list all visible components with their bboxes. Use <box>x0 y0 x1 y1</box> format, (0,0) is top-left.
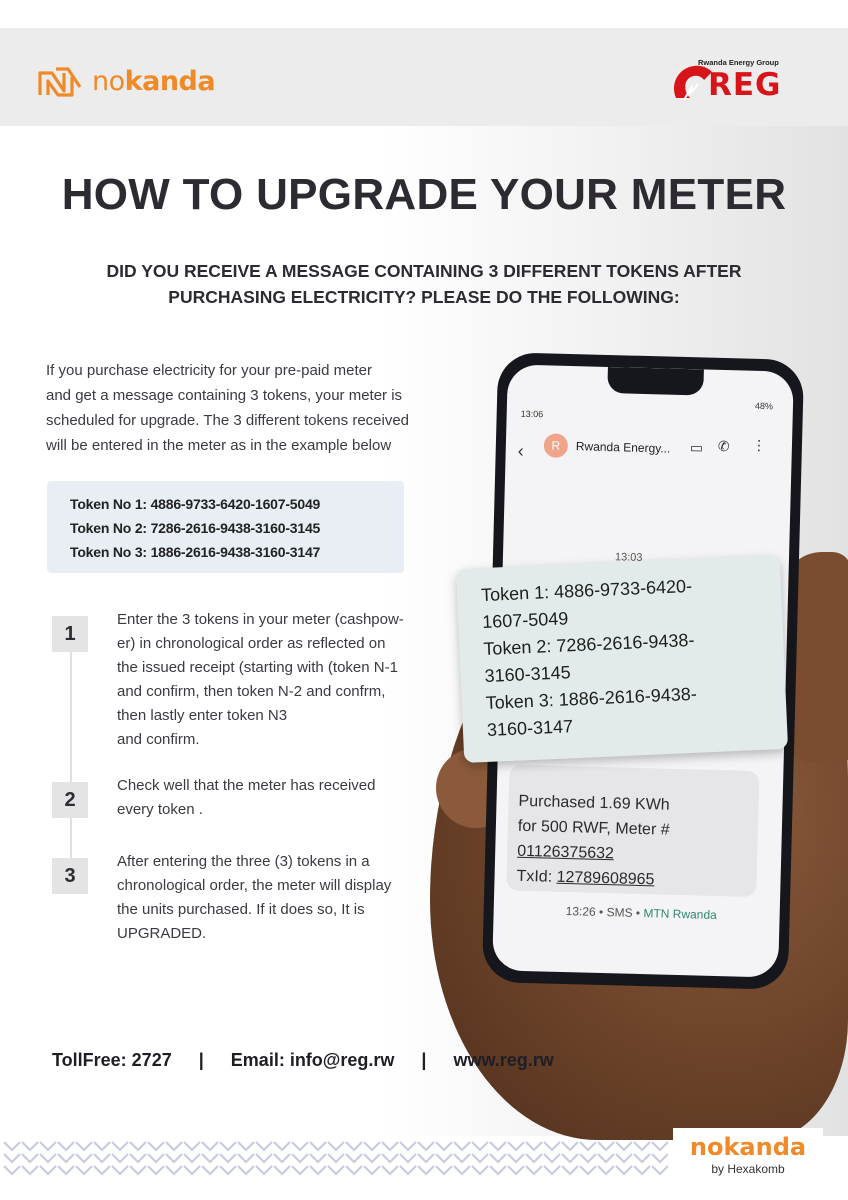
chevron-stroke <box>76 1154 92 1162</box>
chevron-stroke <box>256 1154 272 1162</box>
chevron-stroke <box>112 1166 128 1174</box>
chevron-stroke <box>382 1154 398 1162</box>
chevron-stroke <box>220 1166 236 1174</box>
chevron-stroke <box>562 1166 578 1174</box>
chevron-stroke <box>310 1154 326 1162</box>
footer-separator: | <box>421 1050 427 1070</box>
chevron-stroke <box>400 1166 416 1174</box>
chevron-stroke <box>94 1142 110 1150</box>
message-date-time: 13:03 <box>614 551 643 564</box>
step-text-2: Check well that the meter has received every token . <box>117 777 376 818</box>
chevron-stroke <box>562 1154 578 1162</box>
step-number-3: 3 <box>52 858 88 894</box>
chevron-stroke <box>616 1142 632 1150</box>
chevron-stroke <box>526 1142 542 1150</box>
chevron-stroke <box>202 1154 218 1162</box>
chevron-stroke <box>580 1154 596 1162</box>
chevron-stroke <box>328 1142 344 1150</box>
chevron-stroke <box>4 1166 20 1174</box>
chevron-stroke <box>598 1142 614 1150</box>
step-connector-line <box>70 640 72 870</box>
step-number-1: 1 <box>52 616 88 652</box>
chevron-stroke <box>184 1142 200 1150</box>
battery-status: 48% <box>754 400 774 412</box>
status-time: 13:06 <box>520 408 544 420</box>
chevron-stroke <box>112 1154 128 1162</box>
token-example-box <box>47 481 404 573</box>
chevron-stroke <box>472 1154 488 1162</box>
token-line-2: Token No 2: 7286-2616-9438-3160-3145 <box>70 520 321 536</box>
chevron-stroke <box>544 1142 560 1150</box>
chevron-stroke <box>616 1166 632 1174</box>
chevron-stroke <box>256 1166 272 1174</box>
chevron-stroke <box>652 1142 668 1150</box>
chevron-stroke <box>22 1154 38 1162</box>
chevron-stroke <box>238 1154 254 1162</box>
meter-number-link[interactable]: 01126375632 <box>517 842 615 863</box>
chevron-stroke <box>400 1142 416 1150</box>
sms-purchase-text: Purchased 1.69 KWh for 500 RWF, Meter # 01126375632 TxId: 12789608965 <box>516 792 670 889</box>
footer-logo-byline: by Hexakomb <box>711 1162 785 1176</box>
reg-logo-text: REG <box>708 67 782 103</box>
chevron-stroke <box>4 1142 20 1150</box>
chevron-stroke <box>598 1166 614 1174</box>
chevron-stroke <box>148 1166 164 1174</box>
chevron-stroke <box>346 1142 362 1150</box>
chevron-stroke <box>436 1166 452 1174</box>
chevron-stroke <box>490 1166 506 1174</box>
contact-avatar: R <box>544 433 569 458</box>
contact-name: Rwanda Energy... <box>575 439 671 456</box>
chevron-stroke <box>130 1142 146 1150</box>
token-line-1: Token No 1: 4886-9733-6420-1607-5049 <box>70 496 321 512</box>
highlighted-token-bubble: Token 1: 4886-9733-6420- 1607-5049 Token 2: 7286-2616-9438- 3160-3145 Token 3: 1886-2616-9438- 3160-3147 <box>456 555 788 763</box>
chevron-stroke <box>40 1166 56 1174</box>
chevron-stroke <box>112 1142 128 1150</box>
chevron-stroke <box>652 1154 668 1162</box>
chevron-stroke <box>454 1166 470 1174</box>
phone-notch <box>607 367 704 396</box>
chevron-stroke <box>94 1154 110 1162</box>
footer-contacts <box>52 1050 554 1071</box>
chevron-stroke <box>382 1166 398 1174</box>
reg-tagline: Rwanda Energy Group <box>698 58 779 67</box>
chevron-stroke <box>418 1154 434 1162</box>
chevron-stroke <box>436 1154 452 1162</box>
chevron-stroke <box>40 1142 56 1150</box>
chevron-stroke <box>220 1154 236 1162</box>
chevron-stroke <box>310 1166 326 1174</box>
chevron-stroke <box>616 1154 632 1162</box>
chevron-pattern-decoration <box>0 1136 668 1180</box>
footer-logo-text: nokanda <box>689 1133 807 1161</box>
chevron-stroke <box>418 1142 434 1150</box>
chevron-stroke <box>652 1166 668 1174</box>
chevron-stroke <box>166 1166 182 1174</box>
chevron-stroke <box>40 1154 56 1162</box>
more-options-icon[interactable]: ⋮ <box>751 436 767 454</box>
chevron-stroke <box>166 1154 182 1162</box>
chevron-stroke <box>508 1142 524 1150</box>
intro-paragraph: If you purchase electricity for your pre-paid meter and get a message containing 3 tokens, your meter is scheduled for upgrade. The 3 different tokens received will be entered in the meter as in the example below <box>46 362 410 454</box>
chevron-stroke <box>580 1166 596 1174</box>
chevron-stroke <box>76 1166 92 1174</box>
chevron-stroke <box>94 1166 110 1174</box>
chevron-stroke <box>346 1166 362 1174</box>
chevron-stroke <box>274 1154 290 1162</box>
chevron-stroke <box>310 1142 326 1150</box>
chevron-stroke <box>526 1166 542 1174</box>
chevron-stroke <box>238 1142 254 1150</box>
chevron-stroke <box>76 1142 92 1150</box>
back-arrow-icon[interactable]: ‹ <box>517 440 524 461</box>
chevron-stroke <box>130 1154 146 1162</box>
chevron-stroke <box>22 1142 38 1150</box>
txid-link[interactable]: 12789608965 <box>556 868 655 889</box>
chevron-stroke <box>328 1166 344 1174</box>
chevron-stroke <box>508 1166 524 1174</box>
step-number-2: 2 <box>52 782 88 818</box>
chevron-stroke <box>490 1154 506 1162</box>
chevron-stroke <box>544 1154 560 1162</box>
chevron-stroke <box>274 1166 290 1174</box>
chevron-stroke <box>256 1142 272 1150</box>
chevron-stroke <box>292 1166 308 1174</box>
chevron-stroke <box>58 1166 74 1174</box>
chevron-stroke <box>580 1142 596 1150</box>
chevron-stroke <box>544 1166 560 1174</box>
chevron-stroke <box>508 1154 524 1162</box>
chevron-stroke <box>202 1166 218 1174</box>
chevron-stroke <box>472 1166 488 1174</box>
tollfree-number[interactable]: TollFree: 2727 <box>52 1050 172 1070</box>
email-link[interactable]: Email: info@reg.rw <box>230 1050 395 1070</box>
chevron-stroke <box>346 1154 362 1162</box>
chevron-stroke <box>202 1142 218 1150</box>
chevron-stroke <box>166 1142 182 1150</box>
video-call-icon[interactable]: ▭ <box>689 439 704 456</box>
chevron-stroke <box>22 1166 38 1174</box>
chevron-stroke <box>148 1142 164 1150</box>
page-title: HOW TO UPGRADE YOUR METER <box>61 170 787 219</box>
website-link[interactable]: www.reg.rw <box>453 1050 554 1070</box>
chevron-stroke <box>562 1142 578 1150</box>
step-text-3: After entering the three (3) tokens in a chronological order, the meter will display the units purchased. If it does so, It is UPGRADED. <box>117 853 392 942</box>
chevron-stroke <box>472 1142 488 1150</box>
chevron-stroke <box>58 1154 74 1162</box>
token-line-3: Token No 3: 1886-2616-9438-3160-3147 <box>70 544 321 560</box>
nokanda-logo-text: nokanda <box>92 66 216 97</box>
chevron-stroke <box>436 1142 452 1150</box>
chevron-stroke <box>598 1154 614 1162</box>
chevron-stroke <box>364 1154 380 1162</box>
phone-call-icon[interactable]: ✆ <box>717 437 730 455</box>
chevron-stroke <box>58 1142 74 1150</box>
chevron-stroke <box>382 1142 398 1150</box>
chevron-stroke <box>364 1142 380 1150</box>
chevron-stroke <box>454 1142 470 1150</box>
chevron-stroke <box>418 1166 434 1174</box>
chevron-stroke <box>130 1166 146 1174</box>
chevron-stroke <box>328 1154 344 1162</box>
footer-nokanda-logo <box>673 1128 823 1186</box>
chevron-stroke <box>238 1166 254 1174</box>
chevron-stroke <box>634 1154 650 1162</box>
step-text-1: Enter the 3 tokens in your meter (cashpow- er) in chronological order as reflected on the issued receipt (starting with (token N-1 and confirm, then token N-2 and confrm, then lastly enter token N3 and confirm. <box>117 611 404 748</box>
chevron-stroke <box>184 1154 200 1162</box>
page-subtitle: DID YOU RECEIVE A MESSAGE CONTAINING 3 DIFFERENT TOKENS AFTER PURCHASING ELECTRICITY? PLEASE DO THE FOLLOWING: <box>106 261 742 307</box>
chevron-stroke <box>490 1142 506 1150</box>
chevron-stroke <box>148 1154 164 1162</box>
chevron-stroke <box>400 1154 416 1162</box>
chevron-stroke <box>634 1142 650 1150</box>
chevron-stroke <box>526 1154 542 1162</box>
chevron-stroke <box>454 1154 470 1162</box>
footer-separator: | <box>198 1050 204 1070</box>
chevron-stroke <box>292 1142 308 1150</box>
chevron-stroke <box>220 1142 236 1150</box>
chevron-stroke <box>634 1166 650 1174</box>
chevron-stroke <box>4 1154 20 1162</box>
sms-meta: 13:26 • SMS • MTN Rwanda <box>565 904 717 923</box>
chevron-stroke <box>364 1166 380 1174</box>
nokanda-logo <box>38 66 215 97</box>
nokanda-logo-icon <box>38 67 82 97</box>
chevron-stroke <box>274 1142 290 1150</box>
chevron-stroke <box>184 1166 200 1174</box>
chevron-stroke <box>292 1154 308 1162</box>
